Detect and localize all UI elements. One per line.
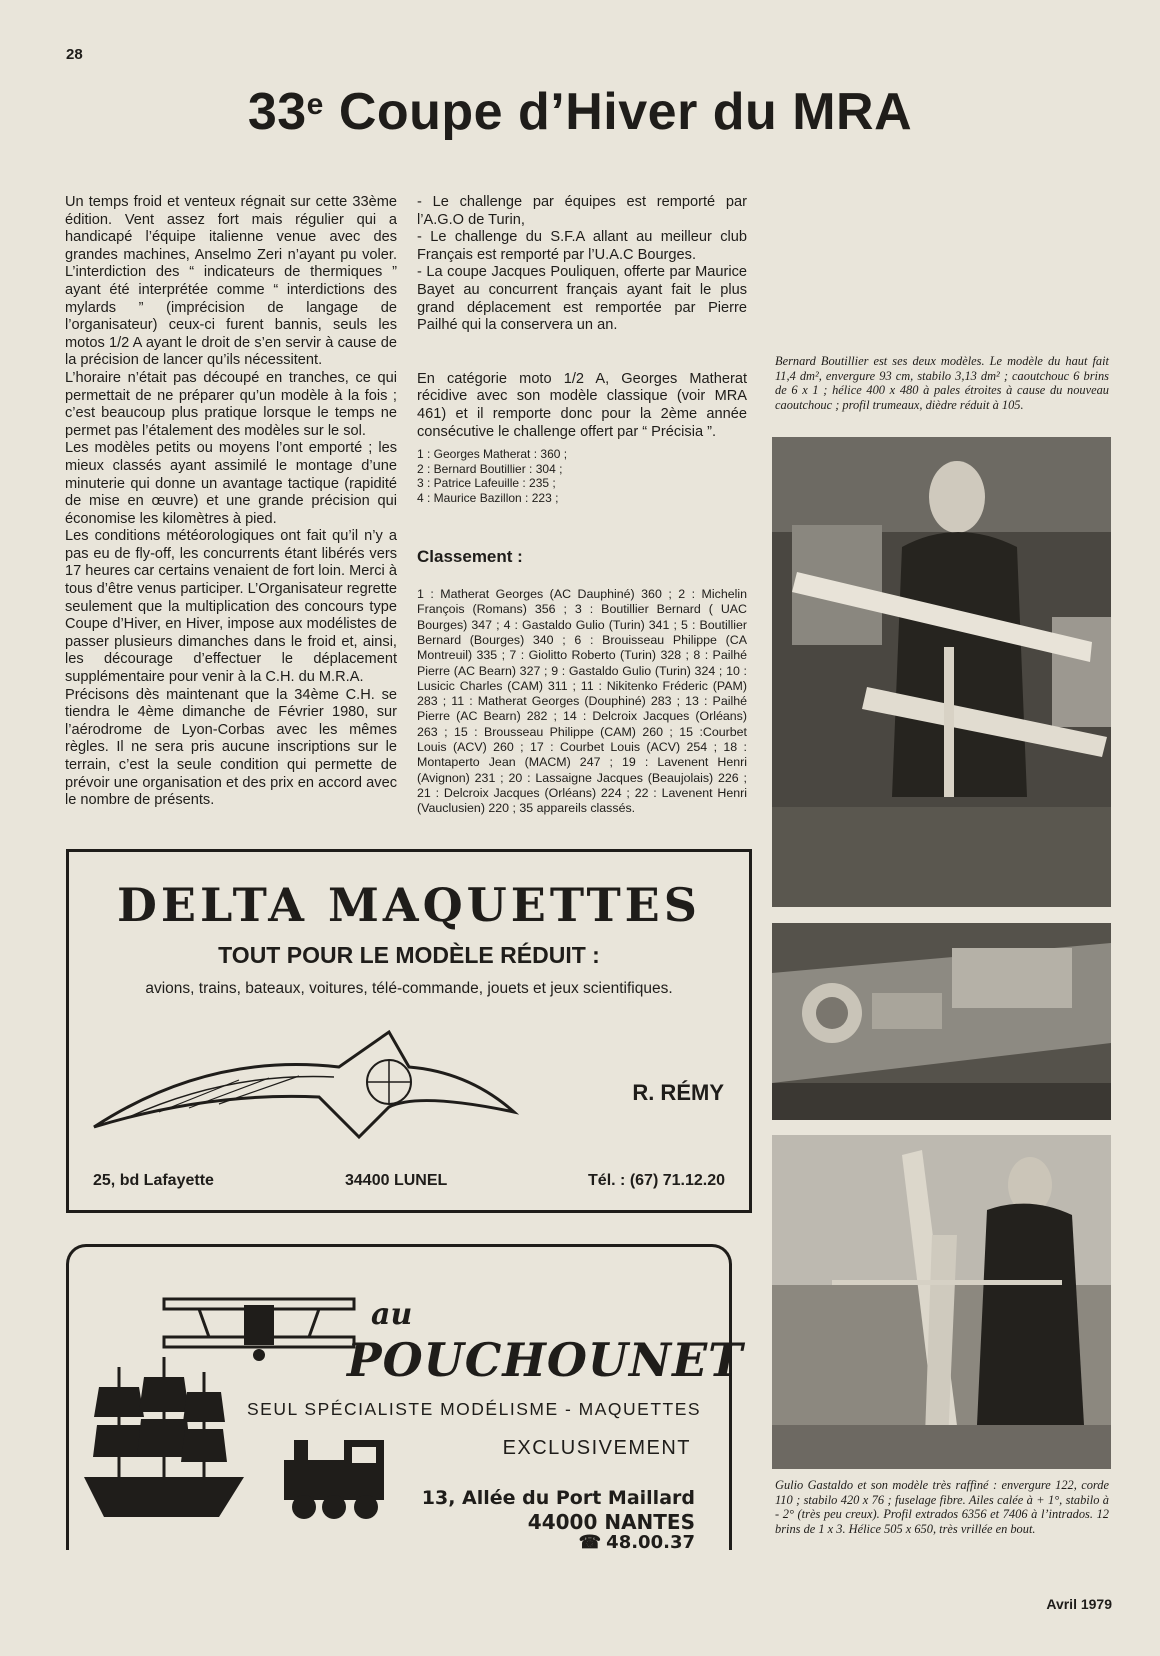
article-column-2 [417, 194, 747, 817]
biplane-icon [159, 1285, 359, 1365]
result-item: 2 : Bernard Boutillier : 304 ; [417, 461, 563, 476]
phone-icon: ☎ [578, 1532, 601, 1552]
paragraph: Les modèles petits ou moyens l’ont emporté ; les mieux classés ayant assimilé le montage d’une minuterie qui donne un avantage tactique (rapidité de mise en œuvre) et une grande précision qui économise les kilomètres à pied. [65, 440, 397, 527]
sailing-ship-icon [79, 1357, 249, 1527]
ad-delta-maquettes [66, 849, 752, 1213]
result-item: 3 : Patrice Lafeuille : 235 ; [417, 476, 556, 491]
ad-au: au [371, 1297, 413, 1332]
moto-intro: En catégorie moto 1/2 A, Georges Matherat récidive avec son modèle classique (voir MRA 461) et il remporte donc pour la 2ème année consécutive le challenge offert par “ Précisia ”. [417, 370, 747, 440]
locomotive-icon [274, 1435, 409, 1525]
ad-specialty: SEUL SPÉCIALISTE MODÉLISME - MAQUETTES [247, 1399, 702, 1419]
photo-minuterie [772, 923, 1111, 1120]
paragraph: - La coupe Jacques Pouliquen, offerte par Maurice Bayet au concurrent français ayant fait le plus grand déplacement est remportée par Pierre Pailhé qui la conservera un an. [417, 264, 747, 334]
paragraph: - Le challenge du S.F.A allant au meilleur club Français est remporté par l’U.A.C Bourges. [417, 229, 747, 263]
ad-brand: DELTA MAQUETTES [117, 878, 701, 932]
ad-tagline: TOUT POUR LE MODÈLE RÉDUIT : [218, 942, 600, 968]
ad-address: 25, bd Lafayette [93, 1172, 214, 1189]
classement-heading: Classement : [417, 546, 523, 566]
title-main: Coupe d’Hiver du MRA [338, 83, 913, 141]
article-column-1 [65, 194, 397, 810]
paragraph: Un temps froid et venteux régnait sur cette 33ème édition. Vent assez fort mais régulier qui a handicapé l’équipe italienne venue avec des grandes machines, Anselmo Zeri n’ayant pu voler. L’interdiction des “ indicateurs de thermiques ” ayant été interprétée comme “ interdictions des mylards ” (imprécision de langage de l’organisateur) ceux-ci furent bannis, seuls les motos 1/2 A ayant le droit de s’en servir à cause de la précision de lancer qu’ils nécessitent. [65, 194, 397, 369]
paragraph: L’horaire n’était pas découpé en tranches, ce qui permettait de ne préparer qu’un modèle à la fois ; c’est beaucoup plus pratique lorsque le temps ne permet pas l’étalement des modèles sur le sol. [65, 369, 397, 439]
ad-phone: Tél. : (67) 71.12.20 [588, 1172, 725, 1189]
result-item: 1 : Georges Matherat : 360 ; [417, 447, 568, 462]
ad-shop-name: POUCHOUNET [347, 1333, 744, 1387]
title-prefix: 33 [247, 83, 307, 141]
photo-caption-bottom: Gulio Gastaldo et son modèle très raffiné : envergure 122, corde 110 ; stabilo 420 x 76 ; fuselage fibre. Ailes calée à + 1°, stabilo à - 2° (très peu creux). Profil extrados 6356 et 7406 à l’intrados. 12 brins de 1 x 3. Hélice 505 x 650, très vrillée en bout. [775, 1478, 1109, 1536]
photo-gastaldo [772, 1135, 1111, 1469]
photo-boutillier [772, 437, 1111, 907]
ad-phone-number: 48.00.37 [606, 1532, 695, 1553]
moto-results [417, 447, 747, 505]
classement-list: 1 : Matherat Georges (AC Dauphiné) 360 ; 2 : Michelin François (Romans) 356 ; 3 : Boutillier Bernard ( UAC Bourges) 347 ; 4 : Gastaldo Gulio (Turin) 341 ; 5 : Boutillier Bernard (Bourges) 340 ; 6 : Brouisseau Philippe (CA Montreuil) 335 ; 7 : Giolitto Roberto (Turin) 328 ; 8 : Pailhé Pierre (AC Bearn) 327 ; 9 : Gastaldo Gulio (Turin) 324 ; 10 : Lusicic Charles (CAM) 311 ; 11 : Nikitenko Fréderic (PAM) 283 ; 11 : Matherat Georges (Douphiné) 283 ; 13 : Pailhé Pierre (AC Bearn) 282 ; 14 : Delcroix Jacques (Orléans) 263 ; 15 : Brousseau Philippe (CAM) 260 ; 15 :Courbet Louis (ACV) 260 ; 17 : Courbet Louis (ACV) 254 ; 18 : Montaperto Jean (MACM) 247 ; 19 : Lavenent Henri (Avignon) 231 ; 20 : Lassaigne Jacques (Beaujolais) 226 ; 21 : Delcroix Jacques (Orléans) 224 ; 22 : Lavenent Henri (Vauclusien) 220 ; 35 appareils classés. [417, 587, 747, 816]
paragraph: Les conditions météorologiques ont fait qu’il n’y a pas eu de fly-off, les concurrents étant libérés vers 17 heures car certains venaient de fort loin. Merci à tous d’être venus participer. L’Organisateur regrette seulement que la multiplication des concours type Coupe d’Hiver, en Hiver, impose aux modélistes de passer plusieurs dimanches dans le froid et, ainsi, les décourage d’effectuer le déplacement supplémentaire pour venir à la C.H. du M.R.A. [65, 528, 397, 686]
issue-date: Avril 1979 [1046, 1596, 1112, 1612]
ad-exclusive: EXCLUSIVEMENT [502, 1437, 691, 1459]
title-sup: e [306, 88, 324, 121]
ad-pouchounet [66, 1244, 744, 1553]
result-item: 4 : Maurice Bazillon : 223 ; [417, 490, 559, 505]
ad-owner: R. RÉMY [632, 1080, 724, 1105]
paragraph: - Le challenge par équipes est remporté par l’A.G.O de Turin, [417, 194, 747, 228]
ornithopter-icon [89, 1012, 519, 1142]
photo-caption-top: Bernard Boutillier est ses deux modèles. Le modèle du haut fait 11,4 dm², envergure 93 cm, stabilo 3,13 dm² ; caoutchouc 6 brins de 6 x 1 ; hélice 400 x 480 à pales étroites à cause du nouveau caoutchouc ; profil trumeaux, dièdre réduit à 105. [775, 354, 1109, 412]
ad-city: 34400 LUNEL [345, 1172, 448, 1189]
article-title [0, 82, 1160, 142]
paragraph: Précisons dès maintenant que la 34ème C.H. se tiendra le 4ème dimanche de Février 1980, sur l’aérodrome de Lyon-Corbas avec les mêmes règles. Il ne sera pris aucune inscriptions sur le terrain, c’est la seule condition qui permette de prévoir une organisation et des prix en accord avec le nombre de présents. [65, 686, 397, 809]
page-number: 28 [66, 46, 83, 63]
ad-zip-city: 44000 NANTES [527, 1510, 695, 1534]
ad-product-list: avions, trains, bateaux, voitures, télé-commande, jouets et jeux scientifiques. [145, 980, 673, 997]
ad-street: 13, Allée du Port Maillard [421, 1487, 695, 1509]
